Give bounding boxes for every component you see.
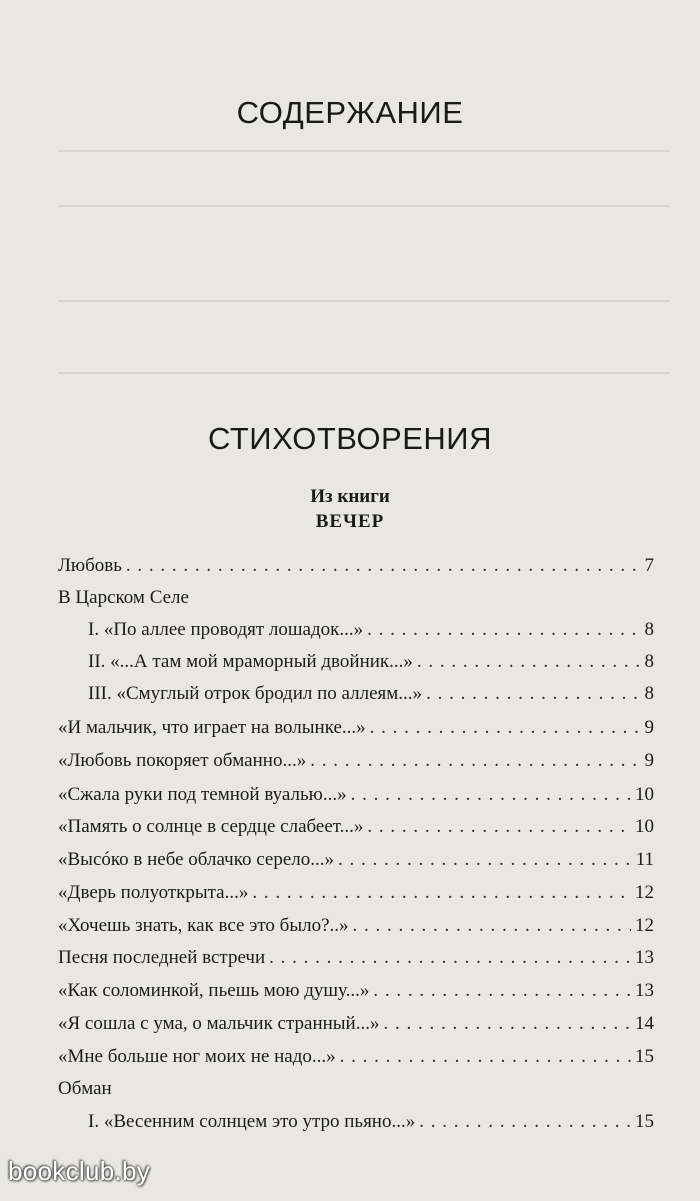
toc-entry-page: 8 (644, 651, 654, 672)
dot-leader (426, 678, 640, 710)
dot-leader (351, 779, 631, 811)
bleed-through (58, 205, 670, 207)
toc-entry-title: «И мальчик, что играет на волынке...» (58, 717, 366, 738)
toc-entry-title: «Высóко в небе облачко серело...» (58, 849, 334, 870)
toc-entry[interactable] (58, 910, 654, 942)
toc-entry[interactable] (58, 975, 654, 1007)
site-watermark: bookclub.by (8, 1156, 151, 1186)
toc-entry-page: 10 (635, 784, 654, 805)
toc-entry-page: 13 (635, 980, 654, 1001)
toc-entry-page: 8 (644, 619, 654, 640)
toc-entry-page: 15 (635, 1111, 654, 1132)
toc-entry-title: «Хочешь знать, как все это было?..» (58, 915, 349, 936)
toc-entry-title: «Я сошла с ума, о мальчик странный...» (58, 1013, 380, 1034)
dot-leader (340, 1041, 631, 1073)
toc-entry-page: 14 (635, 1013, 654, 1034)
toc-entry[interactable] (88, 678, 654, 710)
toc-group-heading (58, 1073, 654, 1105)
toc-entry[interactable] (58, 712, 654, 744)
toc-entry-page: 7 (644, 555, 654, 576)
toc-entry-title: II. «...А там мой мраморный двойник...» (88, 651, 413, 672)
toc-entry[interactable] (58, 1041, 654, 1073)
dot-leader (269, 942, 631, 974)
toc-entry[interactable] (58, 811, 654, 843)
toc-entry-title: Обман (58, 1078, 112, 1099)
dot-leader (252, 877, 631, 909)
toc-entry-page: 8 (644, 683, 654, 704)
toc-entry-title: «Любовь покоряет обманно...» (58, 750, 307, 771)
bleed-through (58, 300, 670, 302)
toc-entry[interactable] (58, 550, 654, 582)
toc-entry-title: Песня последней встречи (58, 947, 266, 968)
toc-entry-title: «Сжала руки под темной вуалью...» (58, 784, 347, 805)
toc-entry-title: «Память о солнце в сердце слабеет...» (58, 816, 364, 837)
dot-leader (373, 975, 631, 1007)
toc-entry[interactable] (88, 1106, 654, 1138)
dot-leader (367, 811, 631, 843)
bleed-through (58, 372, 670, 374)
dot-leader (419, 1106, 631, 1138)
book-title: ВЕЧЕР (315, 511, 385, 532)
toc-entry-title: «Мне больше ног моих не надо...» (58, 1046, 336, 1067)
dot-leader (338, 844, 632, 876)
toc-entry-title: I. «Весенним солнцем это утро пьяно...» (88, 1111, 416, 1132)
toc-entry-page: 10 (635, 816, 654, 837)
toc-entry[interactable] (58, 779, 654, 811)
toc-entry[interactable] (88, 646, 654, 678)
toc-entry[interactable] (58, 844, 654, 876)
dot-leader (367, 614, 640, 646)
toc-entry[interactable] (58, 745, 654, 777)
page-title: СОДЕРЖАНИЕ (236, 95, 464, 130)
dot-leader (417, 646, 641, 678)
toc-entry-page: 9 (644, 750, 654, 771)
toc-entry-title: III. «Смуглый отрок бродил по аллеям...» (88, 683, 423, 704)
toc-entry[interactable] (88, 614, 654, 646)
toc-entry-page: 12 (635, 915, 654, 936)
toc-entry-title: В Царском Селе (58, 587, 189, 608)
toc-entry-page: 9 (644, 717, 654, 738)
toc-entry[interactable] (58, 942, 654, 974)
book-from-label: Из книги (310, 486, 390, 507)
toc-entry[interactable] (58, 1008, 654, 1040)
dot-leader (353, 910, 631, 942)
toc-entry-title: «Как соломинкой, пьешь мою душу...» (58, 980, 370, 1001)
dot-leader (126, 550, 641, 582)
bleed-through (58, 150, 670, 152)
toc-entry-title: Любовь (58, 555, 122, 576)
dot-leader (370, 712, 641, 744)
dot-leader (383, 1008, 631, 1040)
toc-entry-page: 12 (635, 882, 654, 903)
toc-entry-page: 13 (635, 947, 654, 968)
toc-entry-title: «Дверь полуоткрыта...» (58, 882, 249, 903)
toc-entry-page: 11 (635, 849, 654, 870)
toc-entry-title: I. «По аллее проводят лошадок...» (88, 619, 364, 640)
toc-entry[interactable] (58, 877, 654, 909)
toc-group-heading (58, 582, 654, 614)
section-heading: СТИХОТВОРЕНИЯ (208, 421, 492, 456)
dot-leader (310, 745, 640, 777)
toc-entry-page: 15 (635, 1046, 654, 1067)
